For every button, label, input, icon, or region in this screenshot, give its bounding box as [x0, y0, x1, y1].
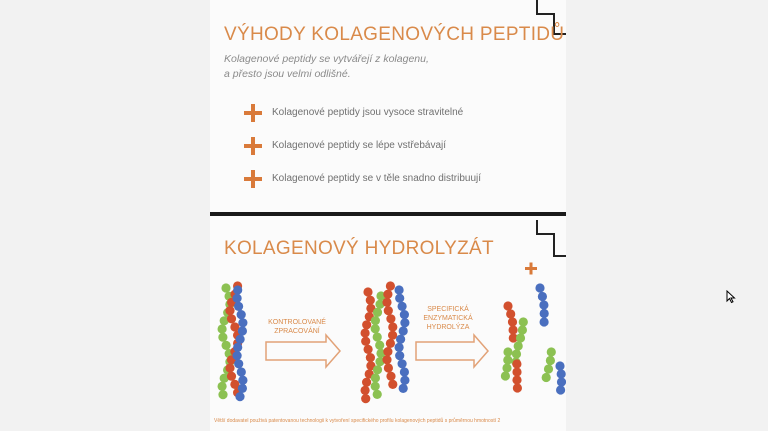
process-arrow-2 — [416, 304, 488, 367]
peptide-strand — [535, 283, 548, 326]
plus-icon — [244, 104, 262, 122]
left-margin — [0, 0, 210, 431]
plus-icon — [525, 263, 537, 275]
plus-icon — [244, 137, 262, 155]
benefit-text: Kolagenové peptidy jsou vysoce stravitelné — [272, 107, 464, 118]
benefit-text: Kolagenové peptidy se lépe vstřebávají — [272, 140, 447, 151]
arrow-2-label: SPECIFICKÁ — [427, 306, 469, 313]
slide-page — [210, 0, 566, 431]
page-title: VÝHODY KOLAGENOVÝCH PEPTIDŮ — [224, 24, 565, 45]
process-arrow-1 — [266, 317, 340, 367]
peptide-strand — [395, 285, 410, 393]
peptide-strand — [542, 347, 556, 382]
section-title: KOLAGENOVÝ HYDROLYZÁT — [224, 238, 494, 259]
plus-icon — [244, 170, 262, 188]
arrow-2-label: ENZYMATICKÁ — [423, 315, 473, 322]
arrow-2-label: HYDROLÝZA — [426, 324, 470, 331]
peptide-strand — [503, 301, 518, 342]
arrow-1-label: ZPRACOVÁNÍ — [274, 328, 320, 335]
right-margin — [566, 0, 768, 431]
peptide-strand — [512, 359, 522, 392]
arrow-1-label: KONTROLOVANÉ — [268, 319, 326, 326]
page-subtitle: Kolagenové peptidy se vytvářejí z kolagenu, a přesto jsou velmi odlišné. — [224, 53, 429, 80]
footnote: Větší dodavatel použivá patentovanou technologii k vytvoření specifického profilu kolagenových peptidů s průměrnou hmotností 2 — [214, 418, 501, 424]
peptide-strand — [555, 361, 566, 394]
benefit-text: Kolagenové peptidy se v těle snadno distribuují — [272, 173, 482, 184]
hydrolysis-diagram — [210, 256, 566, 416]
mouse-pointer-icon — [726, 290, 736, 304]
peptide-strand — [501, 347, 513, 380]
